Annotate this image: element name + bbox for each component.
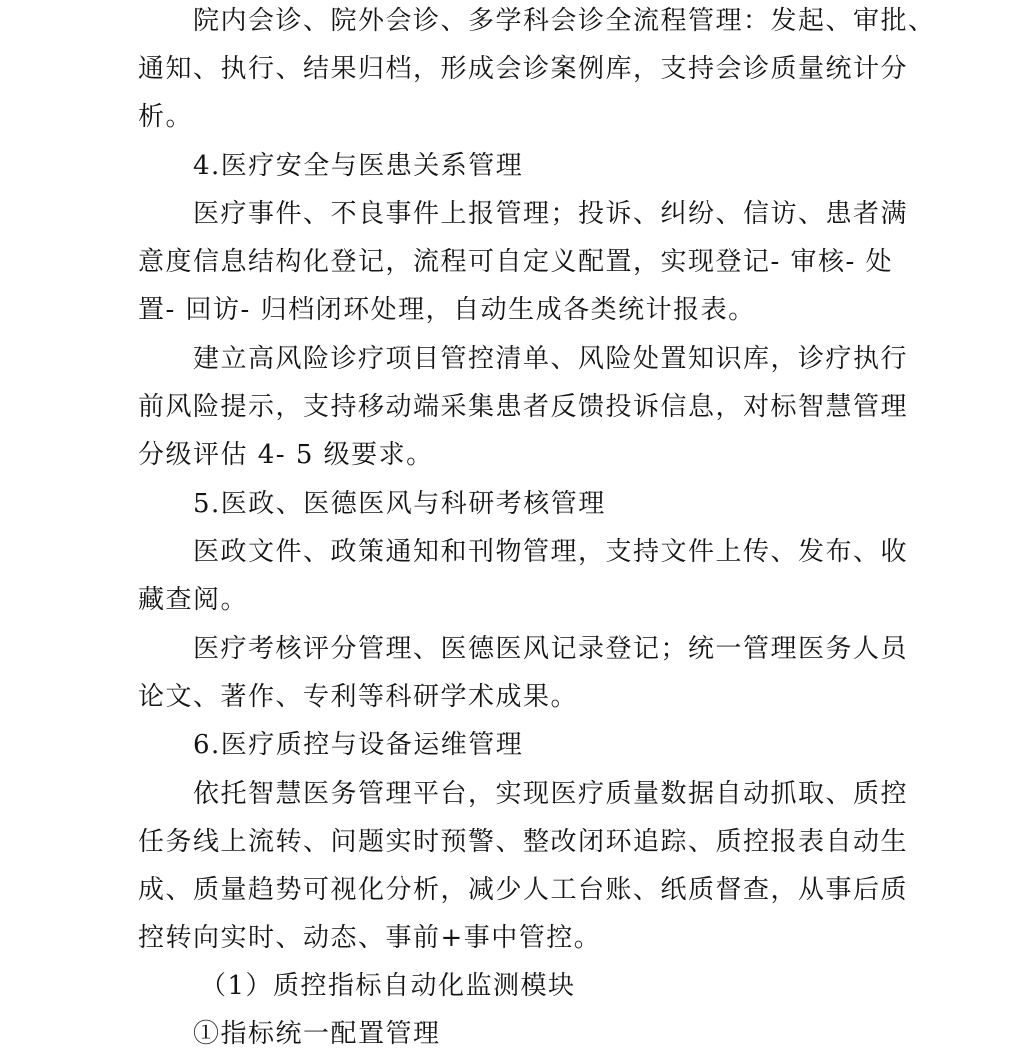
paragraph-line: 置- 回访- 归档闭环处理，自动生成各类统计报表。 <box>138 295 756 325</box>
paragraph-line: 析。 <box>138 102 194 132</box>
subsection-heading: （1）质控指标自动化监测模块 <box>200 971 576 1001</box>
paragraph-line: 藏查阅。 <box>138 585 249 615</box>
section-heading: 6.医疗质控与设备运维管理 <box>193 730 524 760</box>
paragraph-line: 院内会诊、院外会诊、多学科会诊全流程管理：发起、审批、 <box>193 6 936 36</box>
paragraph-line: 建立高风险诊疗项目管控清单、风险处置知识库，诊疗执行 <box>193 344 909 374</box>
paragraph-line: 医政文件、政策通知和刊物管理，支持文件上传、发布、收 <box>193 537 909 567</box>
paragraph-line: 前风险提示，支持移动端采集患者反馈投诉信息，对标智慧管理 <box>138 392 909 422</box>
list-item: ①指标统一配置管理 <box>193 1019 441 1049</box>
paragraph-line: 任务线上流转、问题实时预警、整改闭环追踪、质控报表自动生 <box>138 827 909 857</box>
paragraph-line: 意度信息结构化登记，流程可自定义配置，实现登记- 审核- 处 <box>138 247 894 277</box>
section-heading: 4.医疗安全与医患关系管理 <box>193 151 524 181</box>
paragraph-line: 论文、著作、专利等科研学术成果。 <box>138 682 579 712</box>
section-heading: 5.医政、医德医风与科研考核管理 <box>193 489 606 519</box>
paragraph-line: 分级评估 4- 5 级要求。 <box>138 440 434 470</box>
paragraph-line: 依托智慧医务管理平台，实现医疗质量数据自动抓取、质控 <box>193 779 909 809</box>
paragraph-line: 控转向实时、动态、事前+事中管控。 <box>138 923 602 953</box>
paragraph-line: 医疗考核评分管理、医德医风记录登记；统一管理医务人员 <box>193 634 909 664</box>
paragraph-line: 医疗事件、不良事件上报管理；投诉、纠纷、信访、患者满 <box>193 199 909 229</box>
paragraph-line: 通知、执行、结果归档，形成会诊案例库，支持会诊质量统计分 <box>138 54 909 84</box>
paragraph-line: 成、质量趋势可视化分析，减少人工台账、纸质督查，从事后质 <box>138 875 909 905</box>
